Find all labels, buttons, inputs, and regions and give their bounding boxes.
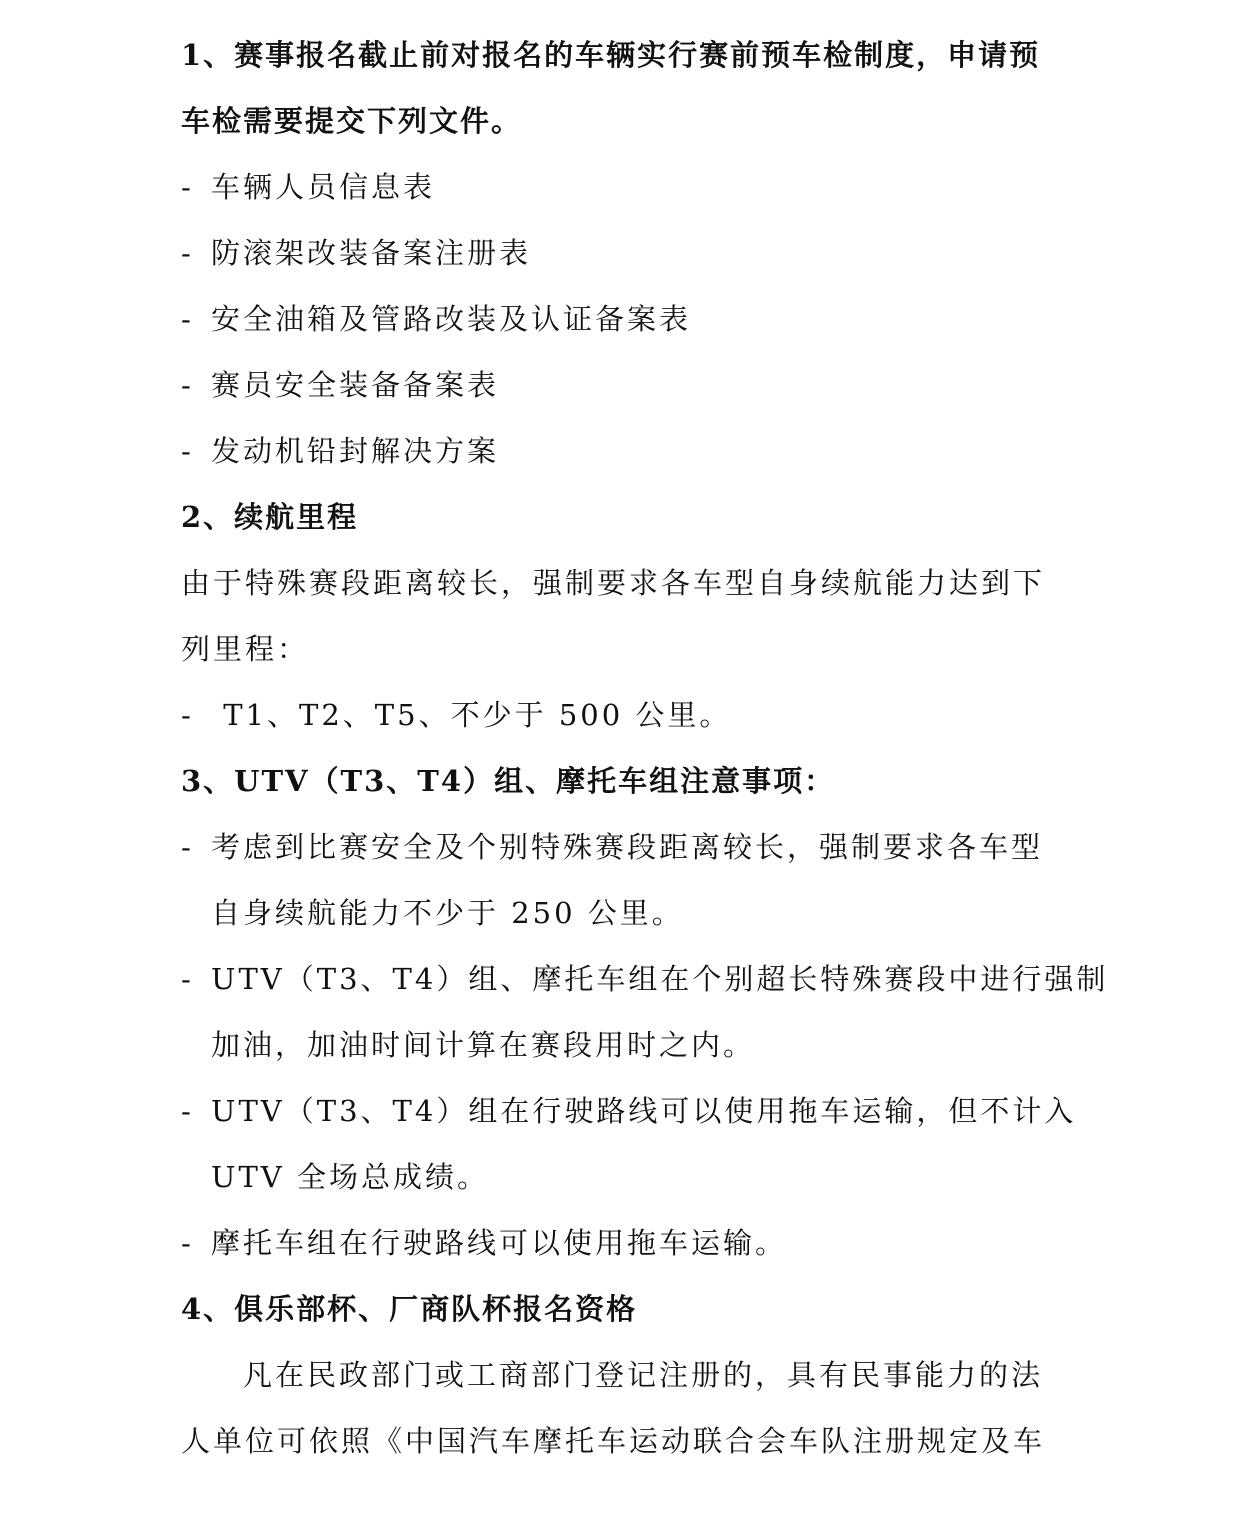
section1-heading-line1: 1、赛事报名截止前对报名的车辆实行赛前预车检制度，申请预 [181, 38, 1041, 72]
dash-bullet: - [181, 962, 194, 996]
list-item-text: 摩托车组在行驶路线可以使用拖车运输。 [211, 1226, 788, 1260]
list-item-text: 考虑到比赛安全及个别特殊赛段距离较长，强制要求各车型 [211, 830, 1044, 864]
list-item-continuation: UTV 全场总成绩。 [211, 1160, 489, 1194]
list-item [181, 220, 1071, 286]
list-item-text: 安全油箱及管路改装及认证备案表 [211, 302, 692, 336]
list-item-text: 发动机铅封解决方案 [211, 434, 500, 468]
dash-bullet: - [181, 302, 194, 336]
dash-bullet: - [181, 236, 194, 270]
list-item [181, 352, 1071, 418]
document-page [181, 22, 1109, 1474]
list-item [181, 286, 1071, 352]
section3-heading: 3、UTV（T3、T4）组、摩托车组注意事项： [181, 764, 836, 798]
section2-paragraph-line2: 列里程： [181, 632, 310, 666]
dash-bullet: - [181, 170, 194, 204]
list-item-text: 车辆人员信息表 [211, 170, 436, 204]
list-item [181, 682, 1071, 748]
dash-bullet: - [181, 434, 194, 468]
list-item [181, 154, 1071, 220]
section2-paragraph-line1: 由于特殊赛段距离较长，强制要求各车型自身续航能力达到下 [181, 566, 1046, 600]
section4-paragraph-line1: 凡在民政部门或工商部门登记注册的，具有民事能力的法 [243, 1358, 1044, 1392]
list-item-text: UTV（T3、T4）组在行驶路线可以使用拖车运输，但不计入 [211, 1094, 1077, 1128]
list-item-text: 防滚架改装备案注册表 [211, 236, 532, 270]
list-item [181, 814, 1071, 880]
dash-bullet: - [181, 830, 194, 864]
dash-bullet: - [181, 698, 194, 732]
section1-heading-line2: 车检需要提交下列文件。 [181, 104, 523, 138]
list-item [181, 1078, 1077, 1144]
dash-bullet: - [181, 1094, 194, 1128]
section4-heading: 4、俱乐部杯、厂商队杯报名资格 [181, 1292, 638, 1326]
list-item [181, 946, 1109, 1012]
list-item-text: 赛员安全装备备案表 [211, 368, 500, 402]
list-item [181, 418, 1071, 484]
list-item-continuation: 加油，加油时间计算在赛段用时之内。 [211, 1028, 756, 1062]
list-item-text: T1、T2、T5、不少于 500 公里。 [211, 698, 732, 732]
list-item-continuation: 自身续航能力不少于 250 公里。 [211, 896, 684, 930]
dash-bullet: - [181, 368, 194, 402]
section2-heading: 2、续航里程 [181, 500, 359, 534]
section4-paragraph-line2: 人单位可依照《中国汽车摩托车运动联合会车队注册规定及车 [181, 1424, 1046, 1458]
dash-bullet: - [181, 1226, 194, 1260]
list-item [181, 1210, 1071, 1276]
list-item-text: UTV（T3、T4）组、摩托车组在个别超长特殊赛段中进行强制 [211, 962, 1109, 996]
